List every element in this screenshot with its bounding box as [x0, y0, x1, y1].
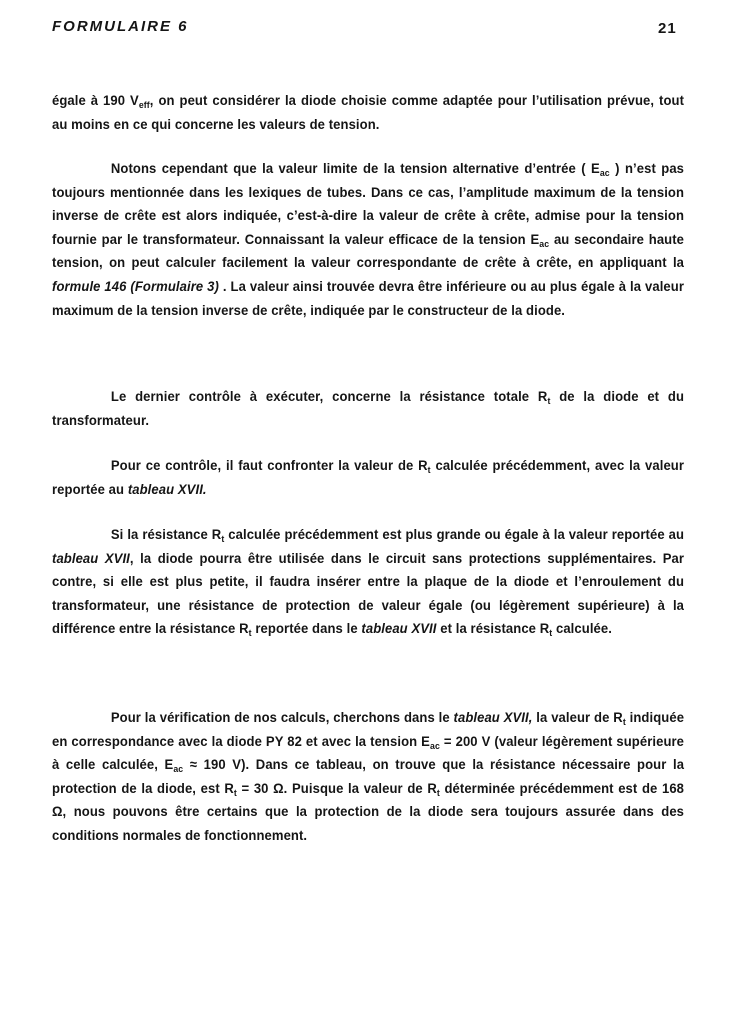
paragraph-1	[52, 90, 684, 137]
subscript: ac	[429, 740, 440, 752]
subscript: t	[547, 396, 551, 407]
text: = 200 V (valeur légèrement supérieure à celle calculée, E	[52, 733, 685, 774]
table-reference: tableau XVII.	[127, 481, 207, 498]
table-reference: tableau XVII,	[453, 710, 533, 726]
paragraph-5	[52, 524, 684, 642]
text: la valeur de R	[532, 710, 623, 726]
text: calculée précédemment est plus grande ou égale à la valeur reportée au	[224, 527, 685, 543]
text: au secondaire haute tension, on peut calculer facilement la valeur correspondante de crête à crête, en appliquant la	[52, 231, 685, 272]
subscript: t	[436, 787, 440, 799]
text: déterminée précédemment est de 168 Ω, nous pouvons être certains que la protection de la diode sera toujours assurée dans des conditions normales de fonctionnement.	[52, 780, 685, 844]
paragraph-3	[52, 386, 684, 433]
text: , on peut considérer la diode choisie comme adaptée pour l’utilisation prévue, tout au moins en ce qui concerne les valeurs de tension.	[52, 93, 685, 133]
subscript: eff	[138, 100, 150, 111]
subscript: t	[622, 717, 626, 728]
text: calculée.	[552, 621, 612, 638]
subscript: ac	[599, 168, 610, 179]
text: Le dernier contrôle à exécuter, concerne la résistance totale R	[110, 389, 548, 405]
page-number: 21	[658, 20, 677, 37]
text: Si la résistance R	[110, 527, 222, 543]
text: = 30 Ω. Puisque la valeur de R	[236, 780, 437, 797]
text: reportée dans le	[251, 621, 362, 638]
text: . La valeur ainsi trouvée devra être inférieure ou au plus égale à la valeur maximum de la tension inverse de crête, indiquée par le constructeur de la diode.	[52, 278, 685, 319]
paragraph-4	[52, 455, 684, 502]
table-reference: tableau XVII	[52, 550, 130, 567]
paragraph-2	[52, 158, 684, 323]
text: , la diode pourra être utilisée dans le circuit sans protections supplémentaires. Par contre, si elle est plus petite, il faudra insérer entre la plaque de la diode et l’enroulement du transformateur, une résistance de protection de valeur égale (ou légèrement supérieure) à la différence entre la résistance R	[52, 550, 685, 638]
text: de la diode et du transformateur.	[52, 389, 685, 429]
subscript: t	[549, 628, 553, 640]
text: ≈ 190 V). Dans ce tableau, on trouve que la résistance nécessaire pour la protection de la diode, est R	[52, 757, 685, 797]
subscript: t	[233, 787, 237, 799]
text: calculée précédemment, avec la valeur reportée au	[52, 458, 685, 498]
paragraph-6	[52, 707, 684, 849]
subscript: t	[221, 534, 225, 545]
text: et la résistance R	[436, 621, 550, 638]
text: égale à 190 V	[52, 93, 139, 109]
table-reference: tableau XVII	[361, 621, 437, 638]
subscript: t	[427, 465, 431, 476]
subscript: ac	[173, 764, 184, 776]
subscript: t	[248, 628, 252, 640]
text: Pour ce contrôle, il faut confronter la valeur de R	[110, 458, 428, 474]
running-header-title: FORMULAIRE 6	[52, 18, 189, 35]
text: Pour la vérification de nos calculs, cherchons dans le	[110, 710, 454, 726]
text: indiquée en correspondance avec la diode PY 82 et avec la tension E	[52, 710, 685, 750]
formula-reference: formule 146 (Formulaire 3)	[52, 278, 219, 295]
text: Notons cependant que la valeur limite de la tension alternative d’entrée ( E	[110, 161, 600, 177]
text: ) n’est pas toujours mentionnée dans les lexiques de tubes. Dans ce cas, l’amplitude maximum de la tension inverse de crête est alors indiquée, c’est-à-dire la valeur de crête à crête, admise pour la tension fournie par le transformateur. Connaissant la valeur efficace de la tension E	[52, 161, 685, 248]
subscript: ac	[539, 238, 550, 250]
